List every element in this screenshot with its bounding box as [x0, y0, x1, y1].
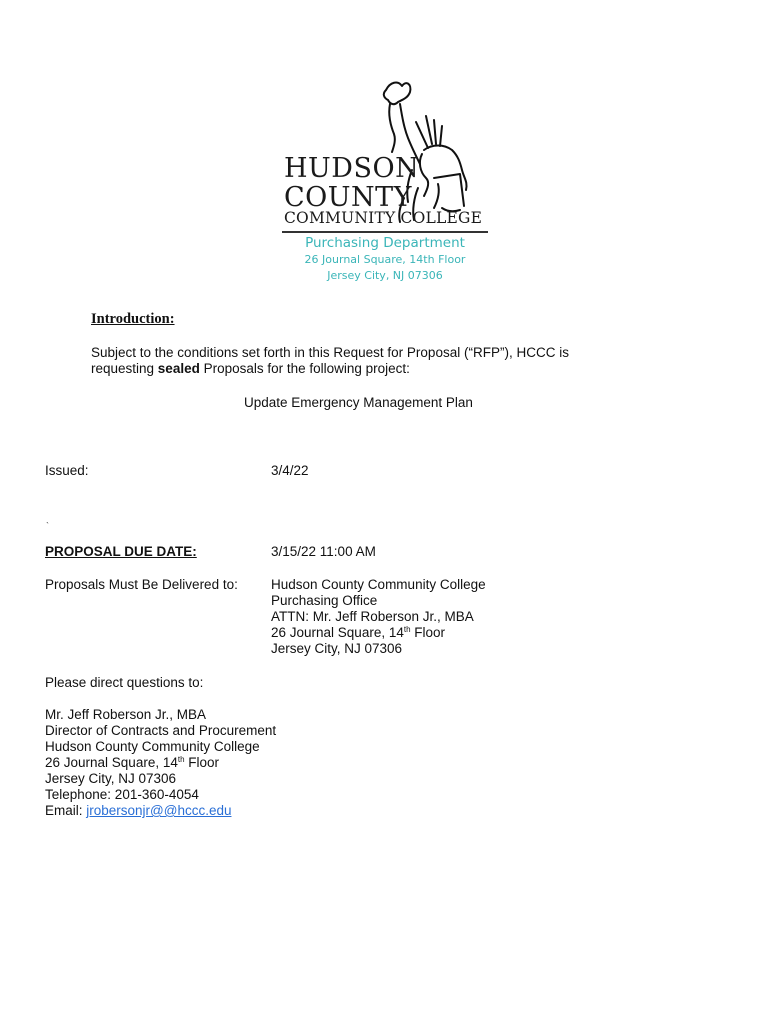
questions-label: Please direct questions to:: [45, 675, 204, 690]
intro-text: Proposals for the following project:: [199, 361, 410, 376]
ordinal-suffix: th: [177, 755, 185, 764]
introduction-paragraph: [91, 345, 569, 377]
delivery-line: Purchasing Office: [271, 593, 378, 608]
issued-date: 3/4/22: [271, 463, 309, 478]
logo-county: COUNTY: [284, 182, 413, 213]
intro-line-1: Subject to the conditions set forth in this Request for Proposal (“RFP”), HCCC is: [91, 345, 569, 360]
logo-department: Purchasing Department: [305, 235, 465, 251]
contact-block: [45, 707, 276, 819]
logo-hudson: HUDSON: [284, 153, 420, 184]
street-text: 26 Journal Square, 14: [271, 625, 404, 640]
street-text: 26 Journal Square, 14: [45, 755, 178, 770]
sealed-emphasis: sealed: [157, 361, 200, 376]
introduction-heading: Introduction:: [91, 311, 175, 327]
delivery-address: [271, 577, 486, 657]
stray-mark: `: [46, 521, 49, 531]
due-date-value: 3/15/22 11:00 AM: [271, 544, 376, 559]
logo-address-line2: Jersey City, NJ 07306: [327, 269, 443, 282]
delivery-street: [271, 625, 486, 641]
delivery-line: Hudson County Community College: [271, 577, 486, 592]
contact-title: Director of Contracts and Procurement: [45, 723, 277, 738]
logo-community-college: COMMUNITY COLLEGE: [284, 209, 483, 227]
street-text: Floor: [184, 755, 220, 770]
delivery-line: ATTN: Mr. Jeff Roberson Jr., MBA: [271, 609, 474, 624]
contact-email-row: [45, 803, 276, 819]
delivery-label: Proposals Must Be Delivered to:: [45, 577, 238, 592]
contact-street: [45, 755, 276, 771]
project-title: Update Emergency Management Plan: [244, 395, 473, 410]
street-text: Floor: [410, 625, 446, 640]
contact-name: Mr. Jeff Roberson Jr., MBA: [45, 707, 207, 722]
college-logo: [280, 78, 495, 288]
due-date-label: PROPOSAL DUE DATE:: [45, 544, 197, 559]
contact-city: Jersey City, NJ 07306: [45, 771, 177, 786]
ordinal-suffix: th: [403, 625, 411, 634]
email-label: Email:: [45, 803, 87, 818]
contact-org: Hudson County Community College: [45, 739, 260, 754]
contact-telephone: Telephone: 201-360-4054: [45, 787, 199, 802]
logo-divider: [282, 231, 488, 233]
issued-label: Issued:: [45, 463, 89, 478]
intro-text: requesting: [91, 361, 158, 376]
email-link[interactable]: jrobersonjr@@hccc.edu: [86, 803, 232, 818]
logo-address-line1: 26 Journal Square, 14th Floor: [304, 253, 466, 266]
delivery-city: Jersey City, NJ 07306: [271, 641, 403, 656]
intro-line-2: [91, 361, 569, 377]
